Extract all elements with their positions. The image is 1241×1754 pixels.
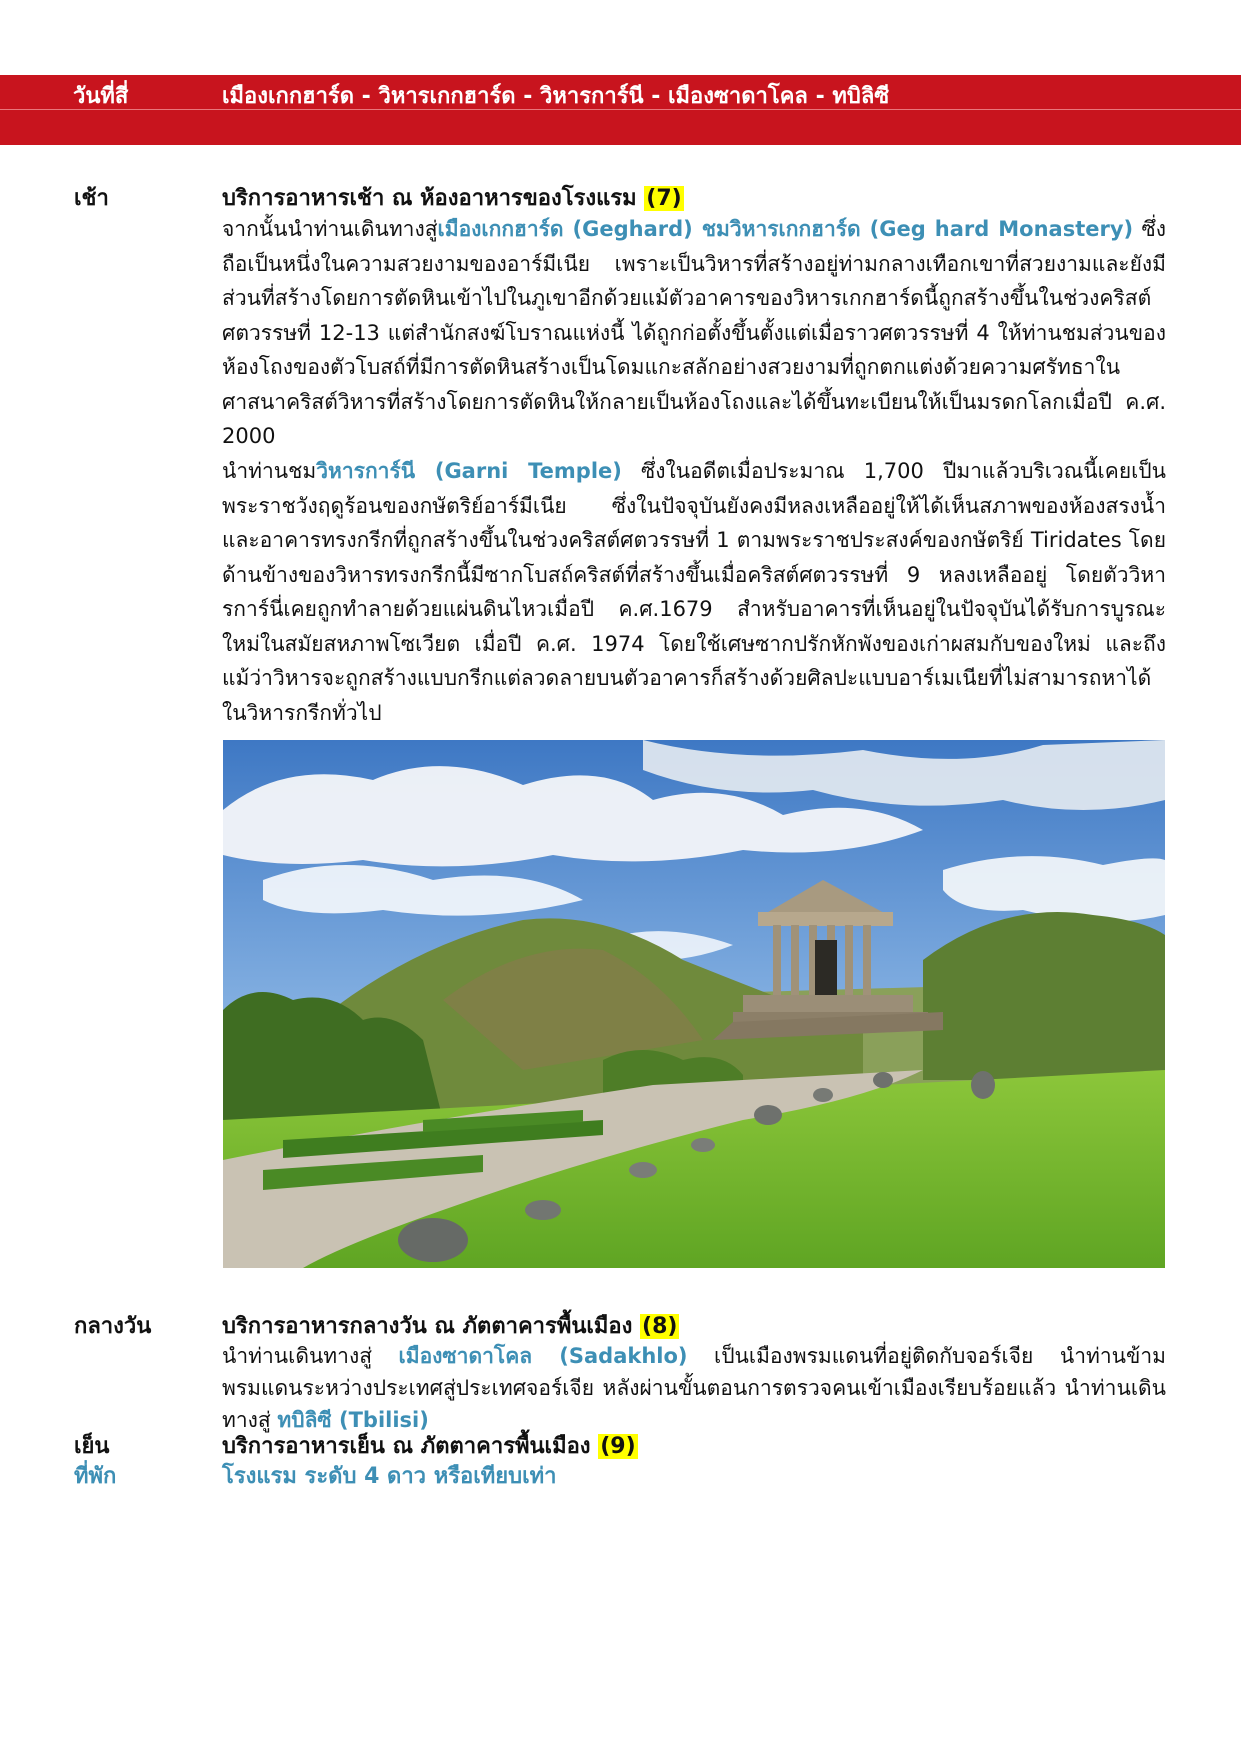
geghard-paragraph: [222, 212, 1166, 454]
garni-paragraph: [222, 454, 1166, 730]
sadakhlo-intro: นำท่านเดินทางสู่: [222, 1344, 399, 1368]
tbilisi-highlight: ทบิลิซี (Tbilisi): [277, 1408, 429, 1432]
garni-intro: นำท่านชม: [222, 459, 317, 483]
meal-count-badge: (8): [642, 1314, 678, 1339]
geghard-highlight: เมืองเกกฮาร์ด (Geghard) ชมวิหารเกกฮาร์ด (Geg hard Monastery): [437, 217, 1134, 241]
hotel-info: โรงแรม ระดับ 4 ดาว หรือเทียบเท่า: [222, 1464, 557, 1489]
lunch-label: กลางวัน: [74, 1314, 152, 1339]
meal-count-badge: (9): [600, 1434, 636, 1459]
day-title: วันที่สี่: [73, 84, 129, 109]
lunch-text: บริการอาหารกลางวัน ณ ภัตตาคารพื้นเมือง: [222, 1314, 633, 1339]
breakfast-heading: [222, 180, 684, 215]
garni-body: ซึ่งในอดีตเมื่อประมาณ 1,700 ปีมาแล้วบริเวณนี้เคยเป็นพระราชวังฤดูร้อนของกษัตริย์อาร์มีเนีย ซึ่งในปัจจุบันยังคงมีหลงเหลืออยู่ให้ได้เห็นสภาพของห้องสรงน้ำ และอาคารทรงกรีกที่ถูกสร้างขึ้นในช่วงคริสต์ศตวรรษที่ 1 ตามพระราชประสงค์ของกษัตริย์ Tiridates โดยด้านข้างของวิหารทรงกรีกนี้มีซากโบสถ์คริสต์ที่สร้างขึ้นเมื่อคริสต์ศตวรรษที่ 9 หลงเหลืออยู่ โดยตัววิหารการ์นี่เคยถูกทำลายด้วยแผ่นดินไหวเมื่อปี ค.ศ.1679 สำหรับอาคารที่เห็นอยู่ในปัจจุบันได้รับการบูรณะใหม่ในสมัยสหภาพโซเวียต เมื่อปี ค.ศ. 1974 โดยใช้เศษซากปรักหักพังของเก่าผสมกับของใหม่ และถึงแม้ว่าวิหารจะถูกสร้างแบบกรีกแต่ลวดลายบนตัวอาคารก็สร้างด้วยศิลปะแบบอาร์เมเนียที่ไม่สามารถหาได้ในวิหารกรีกทั่วไป: [222, 459, 1166, 725]
stay-label: ที่พัก: [74, 1464, 117, 1489]
day-banner: [0, 75, 1241, 145]
sadakhlo-body: เป็นเมืองพรมแดนที่อยู่ติดกับจอร์เจีย นำท่านข้ามพรมแดนระหว่างประเทศสู่ประเทศจอร์เจีย หลังผ่านขั้นตอนการตรวจคนเข้าเมืองเรียบร้อยแล้ว นำท่านเดินทางสู่: [222, 1344, 1166, 1432]
right-hills: [923, 912, 1165, 1080]
dinner-text: บริการอาหารเย็น ณ ภัตตาคารพื้นเมือง: [222, 1434, 591, 1459]
sadakhlo-highlight: เมืองซาดาโคล (Sadakhlo): [398, 1344, 688, 1368]
route-title: เมืองเกกฮาร์ด - วิหารเกกฮาร์ด - วิหารการ์นี - เมืองซาดาโคล - ทบิลิซี: [222, 84, 890, 109]
garni-temple-photo: [223, 740, 1165, 1268]
lunch-heading: [222, 1308, 679, 1343]
geghard-intro: จากนั้นนำท่านเดินทางสู่: [222, 217, 438, 241]
garni-highlight: วิหารการ์นี (Garni Temple): [316, 459, 622, 483]
breakfast-text: บริการอาหารเช้า ณ ห้องอาหารของโรงแรม: [222, 186, 637, 211]
geghard-body: ซึ่งถือเป็นหนึ่งในความสวยงามของอาร์มีเนีย เพราะเป็นวิหารที่สร้างอยู่ท่ามกลางเทือกเขาที่สวยงามและยังมีส่วนที่สร้างโดยการตัดหินเข้าไปในภูเขาอีกด้วยแม้ตัวอาคารของวิหารเกกฮาร์ดนี้ถูกสร้างขึ้นในช่วงคริสต์ศตวรรษที่ 12-13 แต่สำนักสงฆ์โบราณแห่งนี้ ได้ถูกก่อตั้งขึ้นตั้งแต่เมื่อราวศตวรรษที่ 4 ให้ท่านชมส่วนของห้องโถงของตัวโบสถ์ที่มีการตัดหินสร้างเป็นโดมแกะสลักอย่างสวยงามที่ถูกตกแต่งด้วยความศรัทธาในศาสนาคริสต์วิหารที่สร้างโดยการตัดหินให้กลายเป็นห้องโถงและได้ขึ้นทะเบียนให้เป็นมรดกโลกเมื่อปี ค.ศ. 2000: [222, 217, 1166, 448]
meal-count-badge: (7): [646, 186, 682, 211]
dinner-label: เย็น: [74, 1434, 110, 1459]
morning-label: เช้า: [74, 186, 109, 211]
sadakhlo-paragraph: [222, 1340, 1166, 1436]
